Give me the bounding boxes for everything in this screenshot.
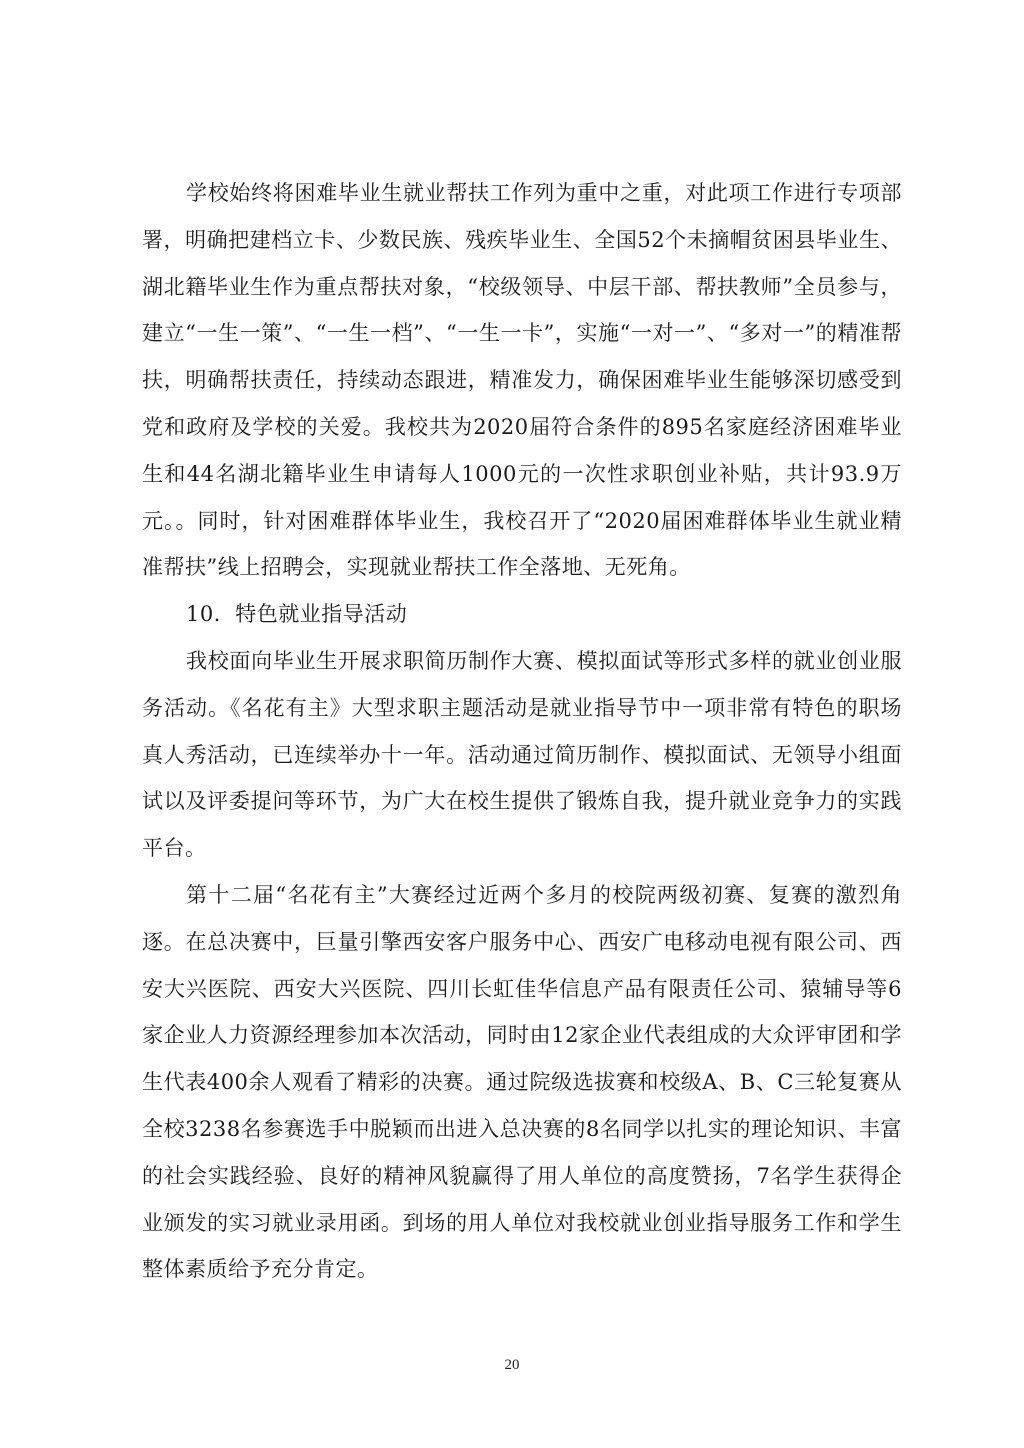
paragraph-difficult-graduates-support: 学校始终将困难毕业生就业帮扶工作列为重中之重，对此项工作进行专项部署，明确把建档立卡、少数民族、残疾毕业生、全国52个未摘帽贫困县毕业生、湖北籍毕业生作为重点帮扶对象，“校级领导、中层干部、帮扶教师”全员参与，建立“一生一策”、“一生一档”、“一生一卡”，实施“一对一”、“多对一”的精准帮扶，明确帮扶责任，持续动态跟进，精准发力，确保困难毕业生能够深切感受到党和政府及学校的关爱。我校共为2020届符合条件的895名家庭经济困难毕业生和44名湖北籍毕业生申请每人1000元的一次性求职创业补贴，共计93.9万元。。同时，针对困难群体毕业生，我校召开了“2020届困难群体毕业生就业精准帮扶”线上招聘会，实现就业帮扶工作全落地、无死角。 xyxy=(142,181,902,580)
page-content xyxy=(142,170,902,1293)
paragraph-career-guidance-activities: 我校面向毕业生开展求职简历制作大赛、模拟面试等形式多样的就业创业服务活动。《名花有主》大型求职主题活动是就业指导节中一项非常有特色的职场真人秀活动，已连续举办十一年。活动通过简历制作、模拟面试、无领导小组面试以及评委提问等环节，为广大在校生提供了锻炼自我，提升就业竞争力的实践平台。 xyxy=(142,648,902,861)
page-number: 20 xyxy=(504,1357,520,1373)
paragraph-competition-finals: 第十二届“名花有主”大赛经过近两个多月的校院两级初赛、复赛的激烈角逐。在总决赛中，巨量引擎西安客户服务中心、西安广电移动电视有限公司、西安大兴医院、西安大兴医院、四川长虹佳华信息产品有限责任公司、猿辅导等6家企业人力资源经理参加本次活动，同时由12家企业代表组成的大众评审团和学生代表400余人观看了精彩的决赛。通过院级选拔赛和校级A、B、C三轮复赛从全校3238名参赛选手中脱颖而出进入总决赛的8名同学以扎实的理论知识、丰富的社会实践经验、良好的精神风貌赢得了用人单位的高度赞扬，7名学生获得企业颁发的实习就业录用函。到场的用人单位对我校就业创业指导服务工作和学生整体素质给予充分肯定。 xyxy=(142,882,902,1282)
section-heading: 10．特色就业指导活动 xyxy=(186,602,408,627)
